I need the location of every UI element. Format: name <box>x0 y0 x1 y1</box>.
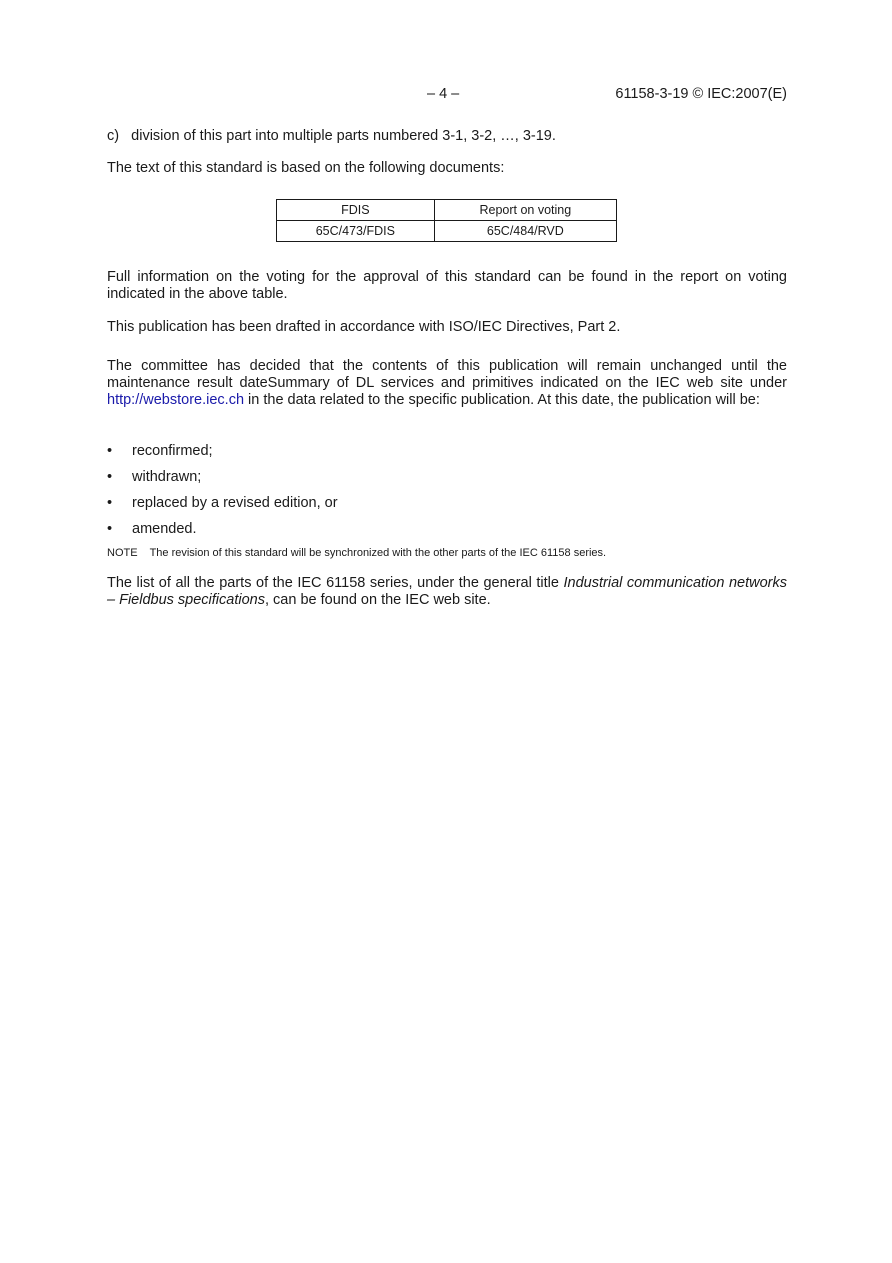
document-reference: 61158-3-19 © IEC:2007(E) <box>615 86 787 102</box>
page-number: – 4 – <box>427 86 460 102</box>
table-header-row <box>277 200 617 221</box>
list-item <box>107 443 787 460</box>
list-parts-text-end: , can be found on the IEC web site. <box>264 592 491 608</box>
bullet-text: withdrawn; <box>132 469 202 485</box>
table-header-report: Report on voting <box>434 200 616 221</box>
bullet-icon: • <box>107 443 113 459</box>
committee-text-end: in the data related to the specific publication. At this date, the publication will be: <box>244 392 760 408</box>
table-cell-rvd: 65C/484/RVD <box>434 221 616 242</box>
bullet-text: reconfirmed; <box>132 443 213 459</box>
bullet-icon: • <box>107 521 113 537</box>
drafted-paragraph: This publication has been drafted in accordance with ISO/IEC Directives, Part 2. <box>107 319 621 335</box>
list-item <box>107 521 787 538</box>
table-header-fdis: FDIS <box>277 200 435 221</box>
committee-text-start: The committee has decided that the contents of this publication will remain unchanged until the maintenance result dateSummary of DL services and primitives indicated on the IEC web site under <box>107 358 787 391</box>
based-on-text: The text of this standard is based on the following documents: <box>107 160 505 176</box>
note-label: NOTE <box>107 547 138 559</box>
webstore-link[interactable]: http://webstore.iec.ch <box>107 392 245 408</box>
list-item-c: c) division of this part into multiple parts numbered 3-1, 3-2, …, 3-19. <box>107 128 556 144</box>
full-information-paragraph: Full information on the voting for the approval of this standard can be found in the report on voting indicated in the above table. <box>107 269 787 302</box>
page-header <box>107 86 787 104</box>
bullet-text: replaced by a revised edition, or <box>132 495 338 511</box>
note <box>107 545 787 562</box>
list-item <box>107 469 787 486</box>
series-title: Industrial communication networks – Fieldbus specifications <box>107 575 787 608</box>
note-text: The revision of this standard will be synchronized with the other parts of the IEC 61158 series. <box>149 547 607 559</box>
committee-paragraph <box>107 358 787 409</box>
table-row <box>277 221 617 242</box>
table-cell-fdis: 65C/473/FDIS <box>277 221 435 242</box>
list-of-parts-paragraph <box>107 575 787 609</box>
bullet-icon: • <box>107 495 113 511</box>
documents-table <box>276 199 617 242</box>
bullet-icon: • <box>107 469 113 485</box>
bullet-text: amended. <box>132 521 197 537</box>
list-parts-text-start: The list of all the parts of the IEC 61158 series, under the general title <box>107 575 564 591</box>
list-item <box>107 495 787 512</box>
